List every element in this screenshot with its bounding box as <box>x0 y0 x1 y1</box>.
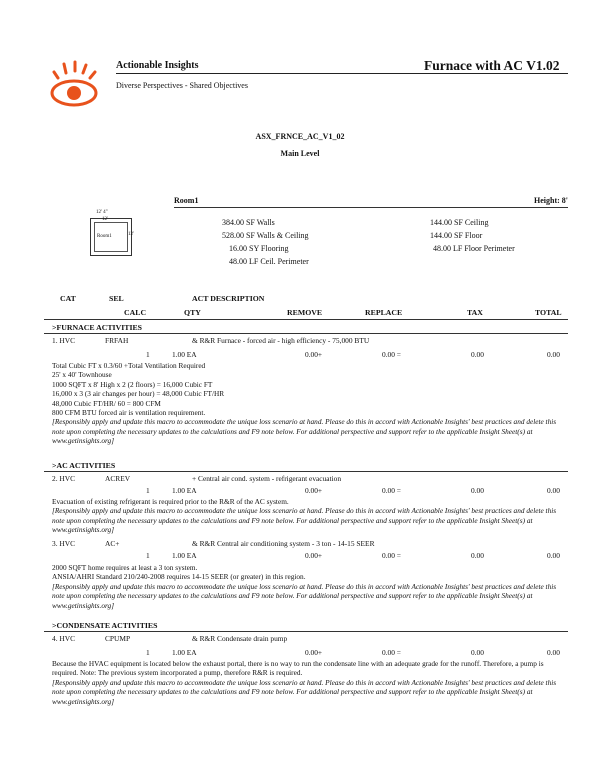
line-item-sel: ACREV <box>105 474 131 483</box>
section-condensate: >CONDENSATE ACTIVITIES <box>52 621 158 630</box>
room-measurements-right <box>430 216 515 255</box>
line-item-remove: 0.00+ <box>305 648 323 657</box>
measurement: 144.00 SF Floor <box>430 231 483 240</box>
line-item-qty: 1.00 EA <box>172 648 197 657</box>
line-item-sel: FRFAH <box>105 336 129 345</box>
section-ac: >AC ACTIVITIES <box>52 461 116 470</box>
line-item-desc: + Central air cond. system - refrigerant evacuation <box>192 474 342 483</box>
col-sel: SEL <box>109 294 124 303</box>
room-name: Room1 <box>174 196 199 205</box>
measurement: 48.00 LF Ceil. Perimeter <box>229 257 309 266</box>
note-line: Evacuation of existing refrigerant is required prior to the R&R of the AC system. <box>52 497 289 506</box>
disclaimer-note: [Responsibly apply and update this macro to accommodate the unique loss scenario at hand. Please do this in accord with Actionable Insights' best practices and delete this note upon completing the necessary updates to the calculations and F9 note below. For additional perspective and support refer to the applicable Insight Sheet(s) at www.getinsights.org] <box>52 581 557 610</box>
line-item-remove: 0.00+ <box>305 551 323 560</box>
line-item-total: 0.00 <box>547 486 560 495</box>
line-item-remove: 0.00+ <box>305 350 323 359</box>
line-item-replace: 0.00 = <box>382 551 401 560</box>
room-sketch <box>90 212 134 260</box>
line-item-num: 1. HVC <box>52 336 75 345</box>
line-item-notes <box>52 361 568 446</box>
measurement: 16.00 SY Flooring <box>229 244 289 253</box>
measurement: 528.00 SF Walls & Ceiling <box>222 231 309 240</box>
room-measurements-left <box>222 216 309 268</box>
company-name: Actionable Insights <box>116 60 199 71</box>
line-item-replace: 0.00 = <box>382 648 401 657</box>
line-item-desc: & R&R Condensate drain pump <box>192 634 288 643</box>
note-line: 800 CFM BTU forced air is ventilation requirement. <box>52 408 206 418</box>
disclaimer-note: [Responsibly apply and update this macro to accommodate the unique loss scenario at hand. Please do this in accord with Actionable Insights' best practices and delete this note upon completing the necessary updates to the calculations and F9 note below. For additional perspective and support refer to the applicable Insight Sheet(s) at www.getinsights.org] <box>52 677 557 706</box>
document-title: Furnace with AC V1.02 <box>424 58 560 73</box>
line-item-desc: & R&R Central air conditioning system - 3 ton - 14-15 SEER <box>192 539 375 548</box>
line-item-calc: 1 <box>146 350 150 359</box>
note-line: ANSIA/AHRI Standard 210/240-2008 requires 14-15 SEER (or greater) in this region. <box>52 572 306 582</box>
sketch-dim-top: 12' 4" <box>96 210 108 215</box>
col-total: TOTAL <box>535 308 562 317</box>
line-item-notes <box>52 563 568 610</box>
col-tax: TAX <box>467 308 483 317</box>
eye-logo-icon <box>44 58 100 110</box>
line-item-num: 2. HVC <box>52 474 75 483</box>
line-item-calc: 1 <box>146 551 150 560</box>
section-furnace: >FURNACE ACTIVITIES <box>52 323 143 332</box>
line-item-tax: 0.00 <box>471 648 484 657</box>
line-item-tax: 0.00 <box>471 486 484 495</box>
col-replace: REPLACE <box>365 308 403 317</box>
line-item-total: 0.00 <box>547 551 560 560</box>
line-item-tax: 0.00 <box>471 551 484 560</box>
sketch-room-label: Room1 <box>97 234 112 239</box>
line-item-desc: & R&R Furnace - forced air - high efficiency - 75,000 BTU <box>192 336 370 345</box>
col-cat: CAT <box>60 294 76 303</box>
line-item-total: 0.00 <box>547 350 560 359</box>
estimate-name: ASX_FRNCE_AC_V1_02 <box>255 132 345 141</box>
section-divider <box>44 333 568 334</box>
col-calc: CALC <box>124 308 147 317</box>
section-divider <box>44 631 568 632</box>
sketch-dim-side: 12' <box>128 232 134 237</box>
line-item-remove: 0.00+ <box>305 486 323 495</box>
col-remove: REMOVE <box>287 308 323 317</box>
note-line: 25' x 40' Townhouse <box>52 370 112 380</box>
note-line: 48,000 Cubic FT/HR/ 60 = 800 CFM <box>52 398 161 408</box>
line-item-replace: 0.00 = <box>382 486 401 495</box>
line-item-calc: 1 <box>146 648 150 657</box>
line-item-replace: 0.00 = <box>382 350 401 359</box>
line-item-total: 0.00 <box>547 648 560 657</box>
line-item-sel: CPUMP <box>105 634 131 643</box>
disclaimer-note: [Responsibly apply and update this macro to accommodate the unique loss scenario at hand. Please do this in accord with Actionable Insights' best practices and delete this note upon completing the necessary updates to the calculations and F9 note below. For additional perspective and support refer to the applicable Insight Sheet(s) at www.getinsights.org] <box>52 417 557 446</box>
line-item-qty: 1.00 EA <box>172 350 197 359</box>
section-divider <box>44 471 568 472</box>
level-name: Main Level <box>280 149 320 158</box>
line-item-calc: 1 <box>146 486 150 495</box>
measurement: 384.00 SF Walls <box>222 218 275 227</box>
company-tagline: Diverse Perspectives - Shared Objectives <box>116 81 248 90</box>
room-divider <box>174 207 568 208</box>
room-height: Height: 8' <box>534 196 568 205</box>
line-item-notes <box>52 659 568 706</box>
col-qty: QTY <box>184 308 201 317</box>
line-item-notes <box>52 497 568 535</box>
table-header-divider <box>44 319 568 320</box>
sketch-dim-inner: 12' <box>102 217 108 222</box>
note-line: 1000 SQFT x 8' High x 2 (2 floors) = 16,000 Cubic FT <box>52 379 213 389</box>
note-line: Total Cubic FT x 0.3/60 +Total Ventilation Required <box>52 361 206 370</box>
line-item-num: 3. HVC <box>52 539 75 548</box>
line-item-num: 4. HVC <box>52 634 75 643</box>
line-item-tax: 0.00 <box>471 350 484 359</box>
note-line: Because the HVAC equipment is located below the exhaust portal, there is no way to run the condensate line with an adequate grade for the runoff. Therefore, a pump is required. Note: The previous system incorporated a pump, therefore R&R is required. <box>52 659 544 678</box>
measurement: 48.00 LF Floor Perimeter <box>433 244 515 253</box>
disclaimer-note: [Responsibly apply and update this macro to accommodate the unique loss scenario at hand. Please do this in accord with Actionable Insights' best practices and delete this note upon completing the necessary updates to the calculations and F9 note below. For additional perspective and support refer to the applicable Insight Sheet(s) at www.getinsights.org] <box>52 506 557 535</box>
note-line: 2000 SQFT home requires at least a 3 ton system. <box>52 563 198 572</box>
line-item-sel: AC+ <box>105 539 120 548</box>
measurement: 144.00 SF Ceiling <box>430 218 489 227</box>
line-item-qty: 1.00 EA <box>172 486 197 495</box>
line-item-qty: 1.00 EA <box>172 551 197 560</box>
col-act-desc: ACT DESCRIPTION <box>192 294 265 303</box>
note-line: 16,000 x 3 (3 air changes per hour) = 48,000 Cubic FT/HR <box>52 389 225 399</box>
